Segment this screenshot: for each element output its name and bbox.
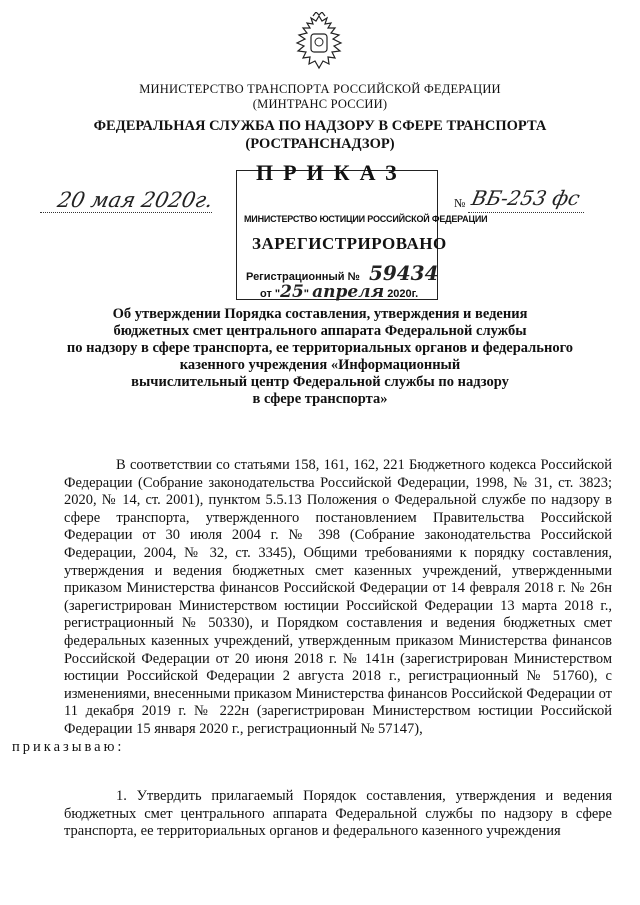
stamp-date-sep: ": [303, 288, 309, 300]
stamp-date-year: 2020: [387, 288, 412, 300]
stamp-registered-label: ЗАРЕГИСТРИРОВАНО: [252, 234, 447, 253]
ministry-short-name: (МИНТРАНС РОССИИ): [252, 97, 388, 111]
title-line: вычислительный центр Федеральной службы по надзору: [131, 374, 509, 390]
order-date-handwritten: 20 мая 2020г.: [55, 188, 216, 212]
order-number-handwritten: ВБ-253 фс: [469, 186, 583, 210]
stamp-reg-label: Регистрационный №: [246, 271, 360, 283]
stamp-reg-number-handwritten: 59434: [368, 261, 439, 285]
number-underline: [468, 212, 584, 213]
title-line: по надзору в сфере транспорта, ее территориальных органов и федерального: [66, 340, 574, 356]
order-directive: приказываю:: [12, 738, 125, 755]
service-name: ФЕДЕРАЛЬНАЯ СЛУЖБА ПО НАДЗОРУ В СФЕРЕ ТРАНСПОРТА: [93, 118, 547, 134]
title-line: в сфере транспорта»: [252, 391, 388, 407]
stamp-date-suffix: г.: [411, 288, 419, 300]
ministry-header: [40, 82, 600, 112]
stamp-ministry-name: МИНИСТЕРСТВО ЮСТИЦИИ РОССИЙСКОЙ ФЕДЕРАЦИИ: [244, 214, 488, 224]
preamble-text: В соответствии со статьями 158, 161, 162, 221 Бюджетного кодекса Российской Федерации (Собрание законодательства Российской Федерации, 1998, № 31, ст. 3823; 2020, № 14, ст. 2001), пунктом 5.5.13 Положения о Федеральной службе по надзору в сфере транспорта, утвержденного постановлением Правительства Российской Федерации от 30 июля 2004 г. № 398 (Собрание законодательства Российской Федерации, 2004, № 32, ст. 3345), Общими требованиями к порядку составления, утверждения и ведения бюджетных смет казенных учреждений, утвержденными приказом Министерства финансов Российской Федерации от 14 февраля 2018 г. № 26н (зарегистрирован Министерством юстиции Российской Федерации 13 марта 2018 г., регистрационный № 50330), и Порядком составления и ведения бюджетных смет федеральных казенных учреждений, утвержденным приказом Министерства финансов Российской Федерации от 20 июня 2018 г. № 141н (зарегистрирован Министерством юстиции Российской Федерации 2 августа 2018 г., регистрационный № 51760), с изменениями, внесенными приказом Министерства финансов Российской Федерации от 11 декабря 2019 г. № 222н (зарегистрирован Министерством юстиции Российской Федерации 15 января 2020 г., регистрационный № 57147),: [64, 457, 612, 737]
stamp-registration-date: [260, 282, 418, 302]
stamp-date-month: апреля: [312, 282, 385, 302]
stamp-date-day: 25: [280, 282, 304, 302]
order-title: [40, 306, 600, 408]
service-short-name: (РОСТРАНСНАДЗОР): [245, 136, 395, 152]
stamp-date-prefix: от ": [260, 288, 281, 300]
date-underline: [40, 212, 212, 213]
service-header: [40, 117, 600, 153]
ministry-name: МИНИСТЕРСТВО ТРАНСПОРТА РОССИЙСКОЙ ФЕДЕРАЦИИ: [139, 82, 501, 96]
item-1-paragraph: 1. Утвердить прилагаемый Порядок составления, утверждения и ведения бюджетных смет центрального аппарата Федеральной службы по надзору в сфере транспорта, ее территориальных органов и федерального казенного учреждения: [64, 788, 612, 840]
coat-of-arms-emblem: [291, 12, 347, 74]
title-line: казенного учреждения «Информационный: [179, 357, 461, 373]
order-word: ПРИКАЗ: [256, 160, 407, 185]
title-line: Об утверждении Порядка составления, утверждения и ведения: [112, 306, 528, 322]
title-line: бюджетных смет центрального аппарата Федеральной службы: [113, 323, 527, 339]
order-number-label: №: [454, 196, 466, 210]
preamble-paragraph: [12, 457, 612, 756]
